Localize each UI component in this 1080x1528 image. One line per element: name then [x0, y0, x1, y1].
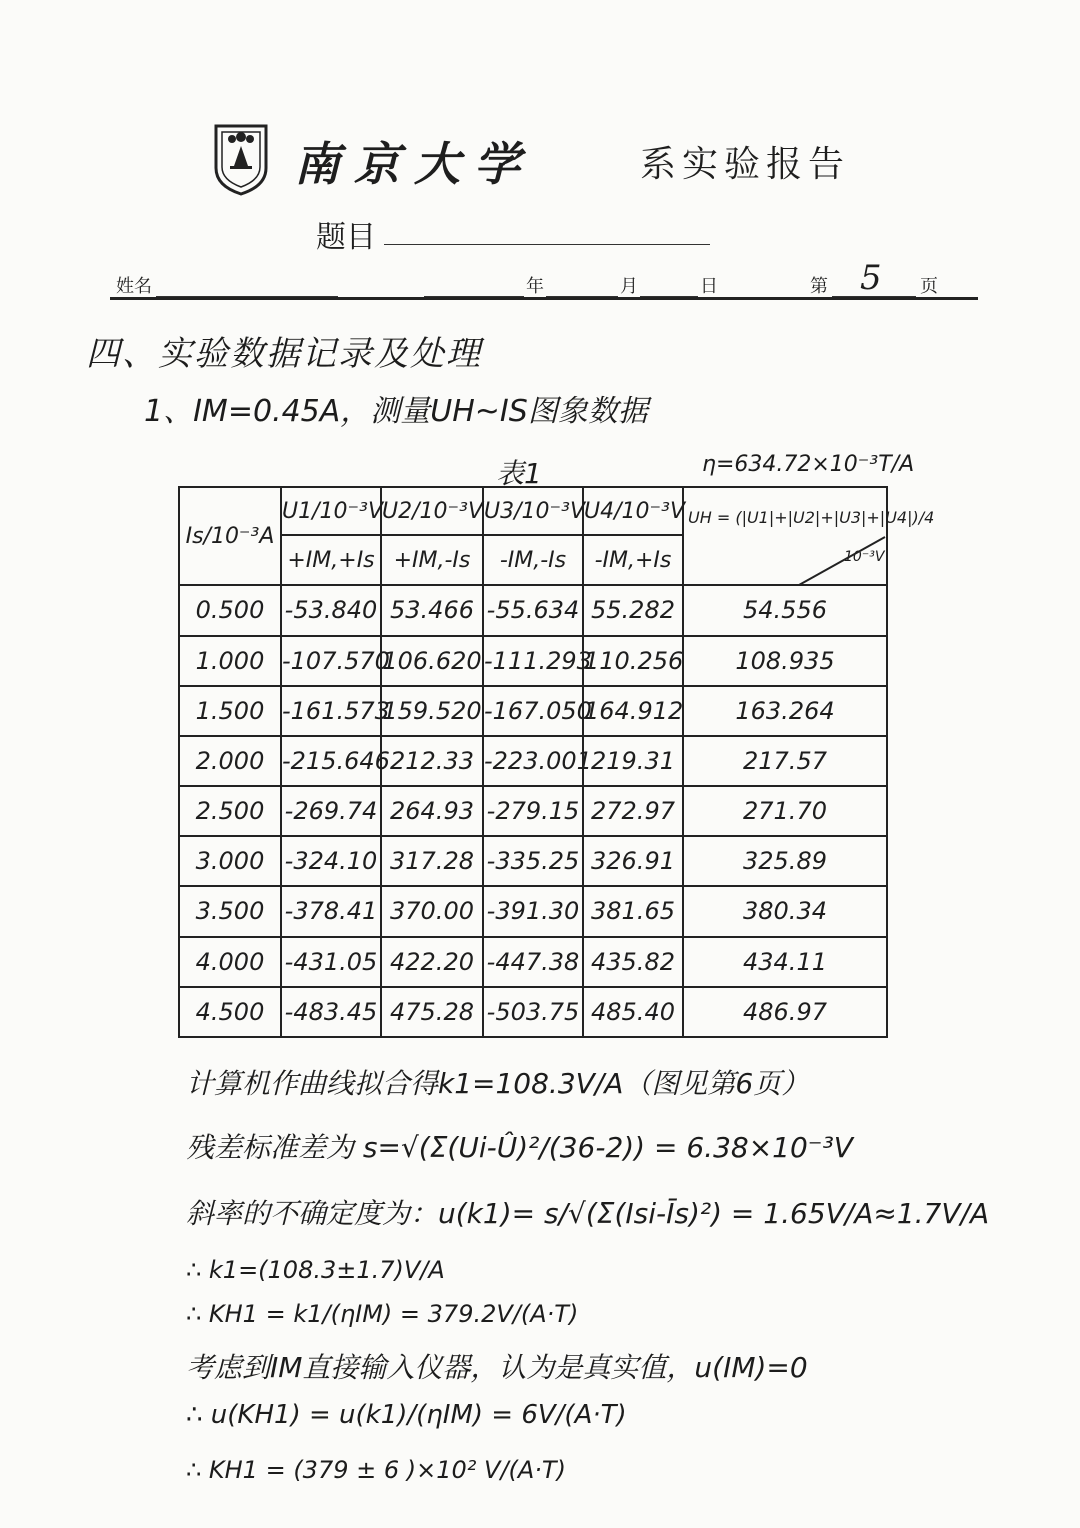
page-suffix: 页 — [920, 276, 938, 297]
table-cell: -223.001 — [483, 736, 583, 786]
table-cell: 2.500 — [179, 786, 281, 836]
header-rule — [110, 297, 978, 300]
table-cell: -324.10 — [281, 836, 381, 886]
eta-value: η=634.72×10⁻³T/A — [702, 452, 915, 477]
table-cell: 370.00 — [381, 886, 483, 936]
table-cell: -55.634 — [483, 585, 583, 635]
table-cell: -53.840 — [281, 585, 381, 635]
uh-unit: 10⁻³V — [844, 549, 885, 565]
page-prefix: 第 — [810, 276, 828, 297]
table-cell: -279.15 — [483, 786, 583, 836]
table-cell: 0.500 — [179, 585, 281, 635]
table-cell: 3.000 — [179, 836, 281, 886]
table-cell: 434.11 — [683, 937, 887, 987]
table-row — [179, 636, 887, 686]
table-cell: 435.82 — [583, 937, 683, 987]
report-title: 系实验报告 — [640, 144, 851, 185]
table-cell: 212.33 — [381, 736, 483, 786]
uh-formula: UH = (|U1|+|U2|+|U3|+|U4|)/4 — [688, 508, 935, 527]
table-cell: -167.050 — [483, 686, 583, 736]
table-row — [179, 786, 887, 836]
table-cell: 4.000 — [179, 937, 281, 987]
table-row — [179, 736, 887, 786]
university-name: 南京大学 — [294, 137, 534, 191]
table-cell: 217.57 — [683, 736, 887, 786]
table-cell: 54.556 — [683, 585, 887, 635]
table-cell: 3.500 — [179, 886, 281, 936]
table-cell: 1.500 — [179, 686, 281, 736]
table-cell: -391.30 — [483, 886, 583, 936]
data-table — [178, 486, 935, 1038]
page-number: 5 — [860, 258, 882, 298]
section-heading: 四、实验数据记录及处理 — [86, 334, 482, 374]
calc-kh1: ∴ KH1 = k1/(ηIM) = 379.2V/(A·T) — [186, 1300, 579, 1328]
table-cell: 485.40 — [583, 987, 683, 1037]
year-label: 年 — [526, 276, 544, 297]
calc-slope-uncertainty: 斜率的不确定度为：u(k1)= s/√(Σ(Isi-Īs)²) = 1.65V/A≈1.7V/A — [186, 1197, 990, 1230]
col-header-u3: U3/10⁻³V — [483, 487, 583, 535]
col-subheader-u3: -IM,-Is — [483, 535, 583, 585]
col-header-u4: U4/10⁻³V — [583, 487, 683, 535]
subject-blank — [384, 244, 710, 245]
table-cell: -107.570 — [281, 636, 381, 686]
table-cell: 108.935 — [683, 636, 887, 686]
header-diagonal-slash — [795, 535, 887, 587]
table-cell: -269.74 — [281, 786, 381, 836]
table-cell: 272.97 — [583, 786, 683, 836]
table-cell: 381.65 — [583, 886, 683, 936]
table-cell: -378.41 — [281, 886, 381, 936]
table-cell: 4.500 — [179, 987, 281, 1037]
col-subheader-u2: +IM,-Is — [381, 535, 483, 585]
calc-kh1-result: ∴ KH1 = (379 ± 6 )×10² V/(A·T) — [186, 1456, 566, 1484]
name-label: 姓名 — [116, 276, 152, 297]
table-cell: 325.89 — [683, 836, 887, 886]
col-header-u2: U2/10⁻³V — [381, 487, 483, 535]
col-subheader-u1: +IM,+Is — [281, 535, 381, 585]
table-cell: 55.282 — [583, 585, 683, 635]
table-cell: 486.97 — [683, 987, 887, 1037]
table-cell: 110.256 — [583, 636, 683, 686]
table-cell: -161.573 — [281, 686, 381, 736]
university-seal-logo — [212, 122, 270, 196]
subsection-heading: 1、IM=0.45A，测量UH~IS图象数据 — [144, 394, 648, 429]
table-cell: 164.912 — [583, 686, 683, 736]
table-cell: -215.646 — [281, 736, 381, 786]
table-row — [179, 937, 887, 987]
table-cell: 422.20 — [381, 937, 483, 987]
header-row-top — [179, 487, 887, 535]
table-cell: 53.466 — [381, 585, 483, 635]
table-cell: 2.000 — [179, 736, 281, 786]
table-row — [179, 886, 887, 936]
col-header-u1: U1/10⁻³V — [281, 487, 381, 535]
day-label: 日 — [700, 276, 718, 297]
table-body — [179, 585, 887, 1037]
calc-k1-result: ∴ k1=(108.3±1.7)V/A — [186, 1256, 445, 1284]
table-title: 表1 — [496, 457, 542, 490]
calc-residual-std: 残差标准差为 s=√(Σ(Ui-Û)²/(36-2)) = 6.38×10⁻³V — [186, 1131, 853, 1164]
table-row — [179, 987, 887, 1037]
month-label: 月 — [620, 276, 638, 297]
calc-im-note: 考虑到IM直接输入仪器，认为是真实值，u(IM)=0 — [186, 1351, 808, 1384]
table-cell: 317.28 — [381, 836, 483, 886]
table-cell: 271.70 — [683, 786, 887, 836]
table-cell: 159.520 — [381, 686, 483, 736]
col-subheader-u4: -IM,+Is — [583, 535, 683, 585]
table-row — [179, 585, 887, 635]
table-cell: -483.45 — [281, 987, 381, 1037]
table-cell: 1.000 — [179, 636, 281, 686]
subject-label: 题目 — [316, 220, 376, 255]
table-cell: -111.293 — [483, 636, 583, 686]
table-cell: -431.05 — [281, 937, 381, 987]
table-row — [179, 836, 887, 886]
col-header-is: Is/10⁻³A — [179, 487, 281, 585]
table-cell: 106.620 — [381, 636, 483, 686]
calc-fit-line: 计算机作曲线拟合得k1=108.3V/A（图见第6页） — [186, 1067, 810, 1100]
table-cell: -503.75 — [483, 987, 583, 1037]
table-cell: -335.25 — [483, 836, 583, 886]
table-row — [179, 686, 887, 736]
table-cell: 326.91 — [583, 836, 683, 886]
table-cell: 219.31 — [583, 736, 683, 786]
table-cell: -447.38 — [483, 937, 583, 987]
table-cell: 475.28 — [381, 987, 483, 1037]
table-cell: 264.93 — [381, 786, 483, 836]
table-cell: 380.34 — [683, 886, 887, 936]
calc-kh1-uncertainty: ∴ u(KH1) = u(k1)/(ηIM) = 6V/(A·T) — [186, 1400, 627, 1430]
table-cell: 163.264 — [683, 686, 887, 736]
